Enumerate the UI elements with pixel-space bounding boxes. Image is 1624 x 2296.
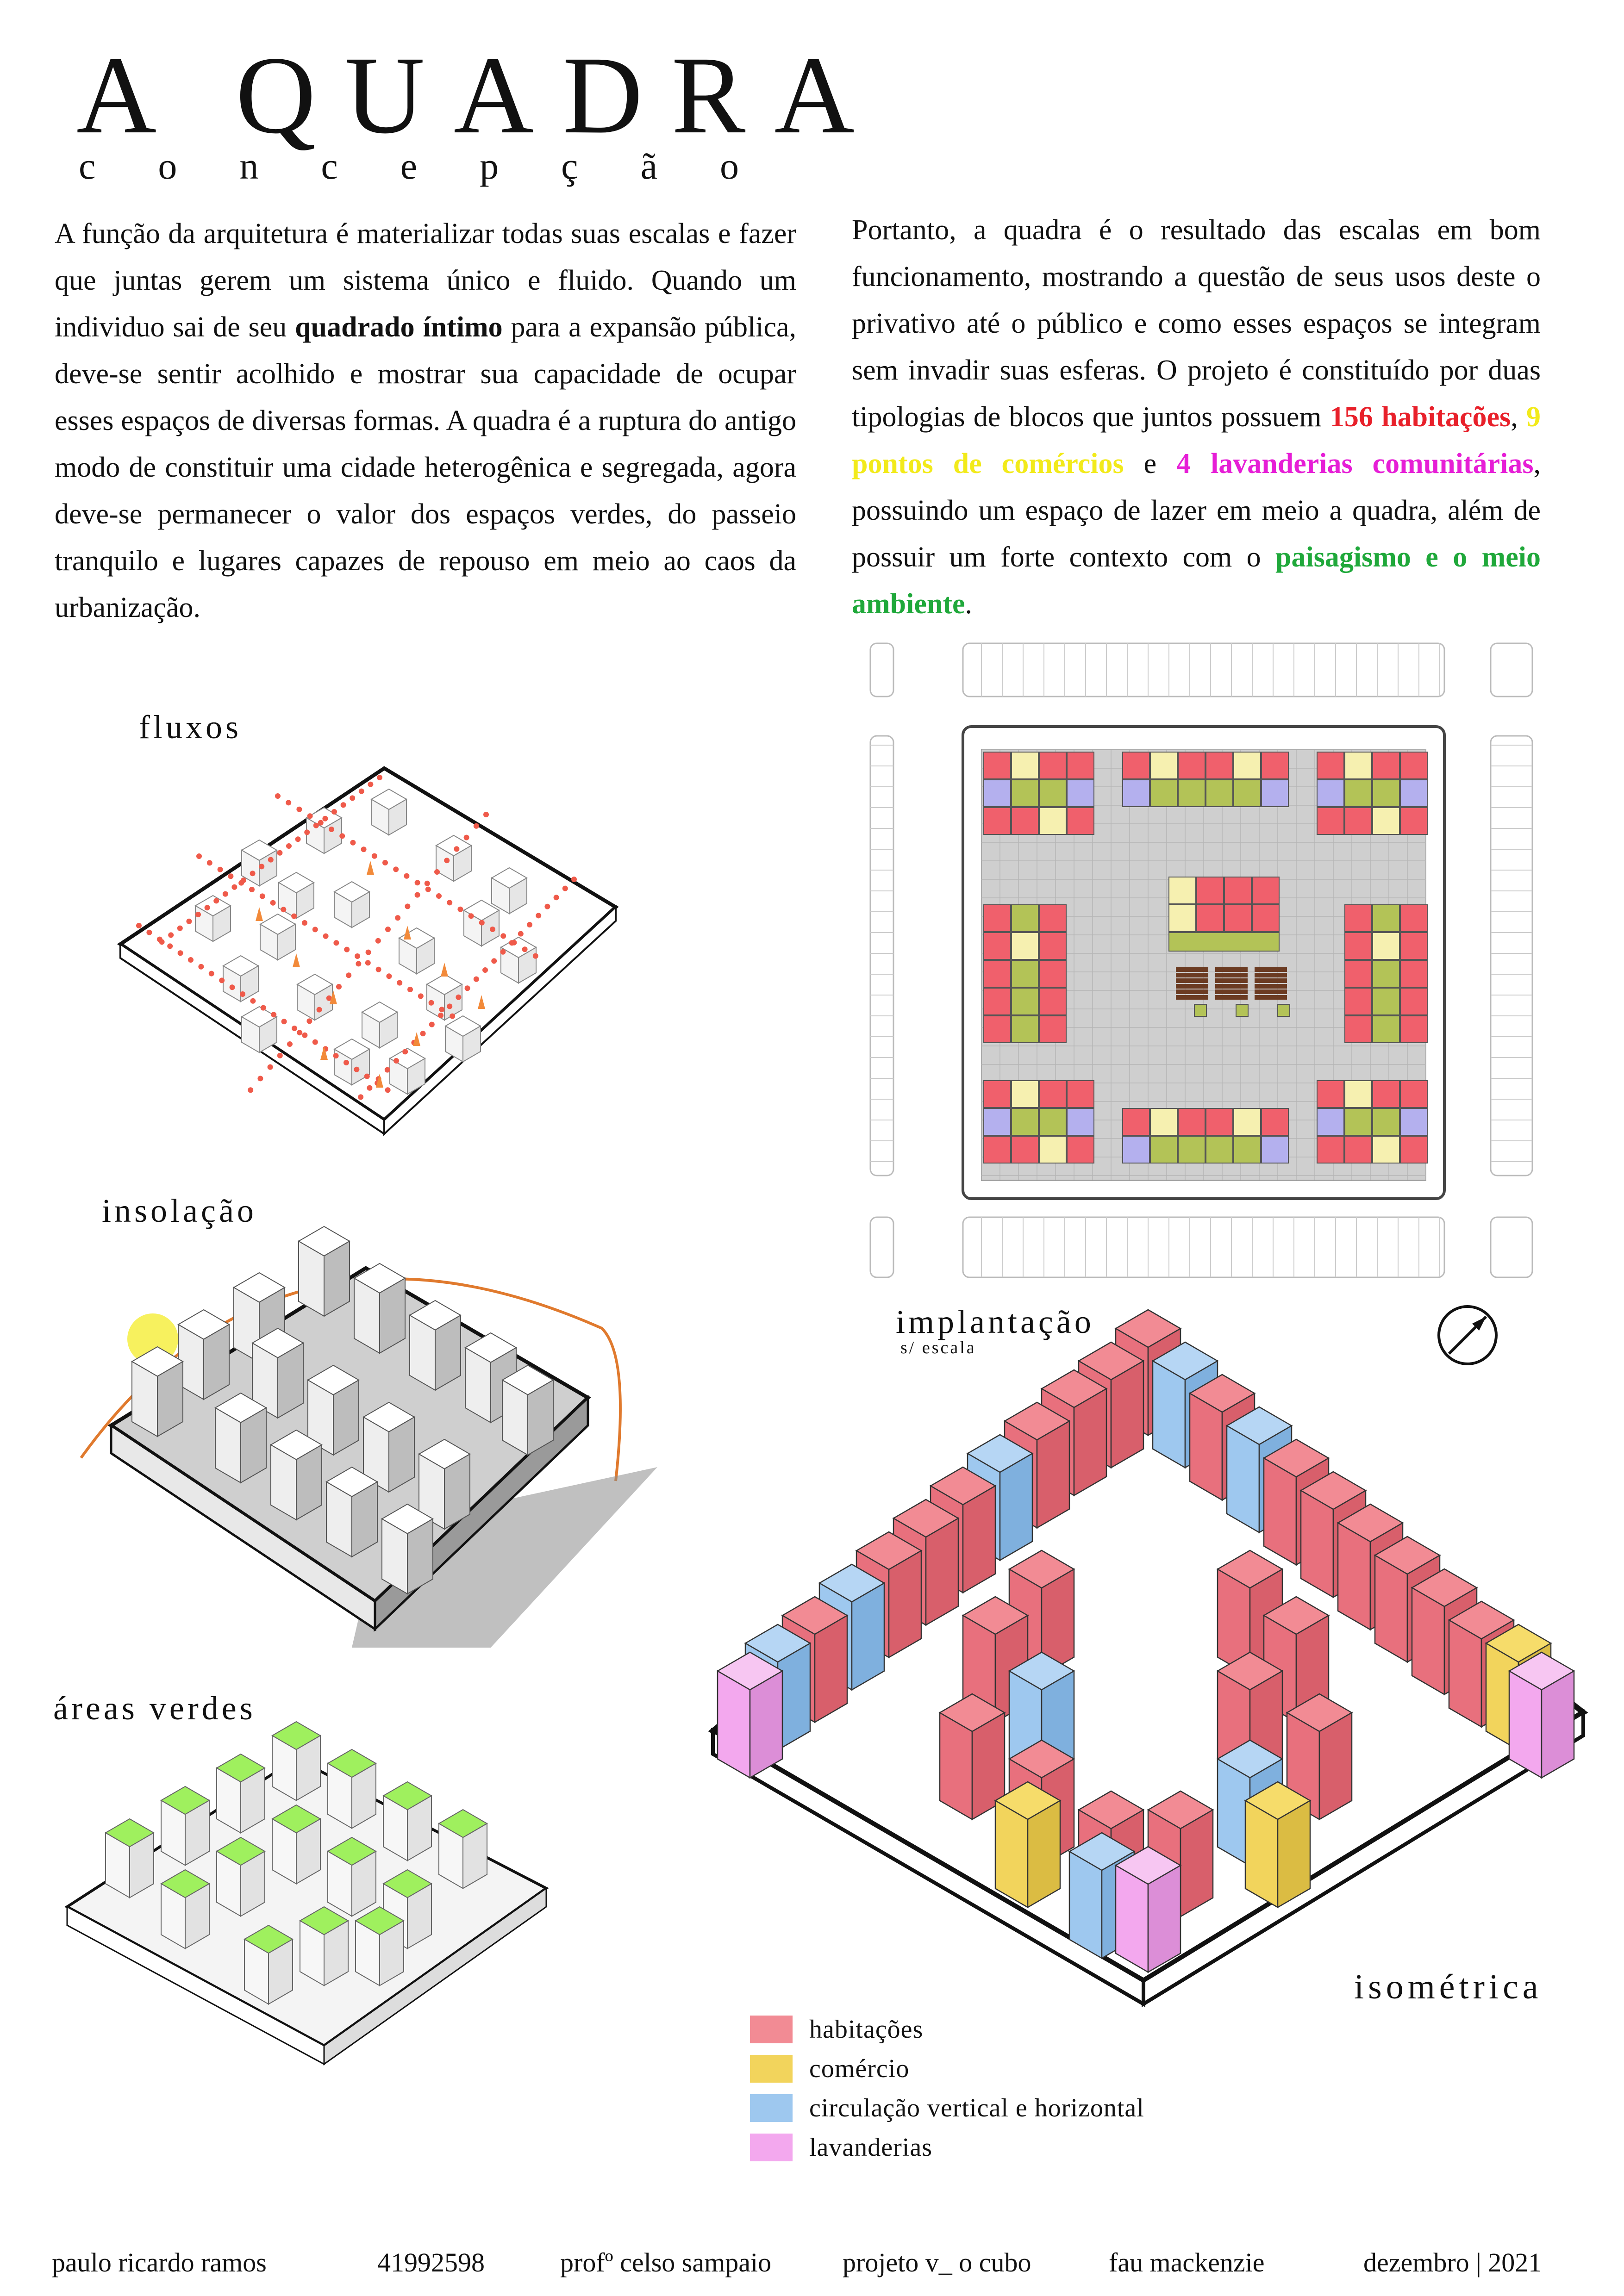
paisagismo-highlight: paisagismo e o meio ambiente xyxy=(852,541,1541,620)
escala-label: s/ escala xyxy=(900,1338,976,1357)
legend-label-circulacao: circulação vertical e horizontal xyxy=(809,2094,1144,2122)
legend-label-comercio: comércio xyxy=(809,2054,910,2083)
isometrica-label: isométrica xyxy=(1354,1967,1543,2006)
legend-item-habitacoes xyxy=(750,2013,923,2046)
concept-text-part-1: Portanto, a quadra é o resultado das escalas em bom funcionamento, mostrando a questão de seus usos deste o privativo até o público e como esses espaços se integram sem invadir suas esferas. O projeto é constituído por duas tipologias de blocos que juntos possuem xyxy=(852,214,1541,433)
intro-text-part-2: para a expansão pública, deve-se sentir acolhido e mostrar sua capacidade de ocupar esses espaços de diversas formas. A quadra é a ruptura do antigo modo de constituir uma cidade heterogênica e segregada, agora deve-se permanecer o valor dos espaços verdes, do passeio tranquilo e lugares capazes de repouso em meio ao caos da urbanização. xyxy=(55,311,796,623)
footer-author: paulo ricardo ramos xyxy=(52,2247,267,2277)
lavanderias-highlight: 4 lavanderias comunitárias xyxy=(1176,448,1534,479)
footer-professor: profº celso sampaio xyxy=(560,2247,772,2277)
legend-swatch-lavanderias xyxy=(750,2134,793,2161)
legend-label-habitacoes: habitações xyxy=(809,2015,924,2044)
fluxos-label: fluxos xyxy=(139,709,242,746)
implantacao-label: implantação xyxy=(896,1303,1094,1340)
legend-item-lavanderias xyxy=(750,2131,932,2164)
footer-id: 41992598 xyxy=(377,2247,485,2277)
page-title: A QUADRA xyxy=(76,33,883,156)
legend-item-circulacao xyxy=(750,2092,1144,2124)
habitacoes-highlight: 156 habitações xyxy=(1330,401,1511,433)
legend-swatch-comercio xyxy=(750,2055,793,2083)
concept-end: . xyxy=(965,588,973,620)
legend-label-lavanderias: lavanderias xyxy=(809,2133,932,2162)
concept-text-part-2: , possuindo um espaço de lazer em meio a quadra, além de possuir um forte contexto com o xyxy=(852,448,1541,573)
legend-swatch-circulacao xyxy=(750,2094,793,2122)
intro-text-part-1: A função da arquitetura é materializar todas suas escalas e fazer que juntas gerem um sistema único e fluido. Quando um individuo sai de seu xyxy=(55,218,796,343)
concept-separator-2: e xyxy=(1124,448,1177,479)
intro-bold-term: quadrado íntimo xyxy=(295,311,503,343)
comercios-highlight: 9 pontos de comércios xyxy=(852,401,1541,479)
footer-school: fau mackenzie xyxy=(1109,2247,1265,2277)
legend-swatch-habitacoes xyxy=(750,2016,793,2043)
legend-item-comercio xyxy=(750,2053,909,2085)
insolacao-label: insolação xyxy=(102,1192,257,1229)
areas-verdes-label: áreas verdes xyxy=(53,1690,256,1727)
footer-project: projeto v_ o cubo xyxy=(843,2247,1031,2277)
page-subtitle: concepção xyxy=(79,145,801,187)
footer-date: dezembro | 2021 xyxy=(1363,2247,1542,2277)
concept-separator-1: , xyxy=(1511,401,1527,433)
